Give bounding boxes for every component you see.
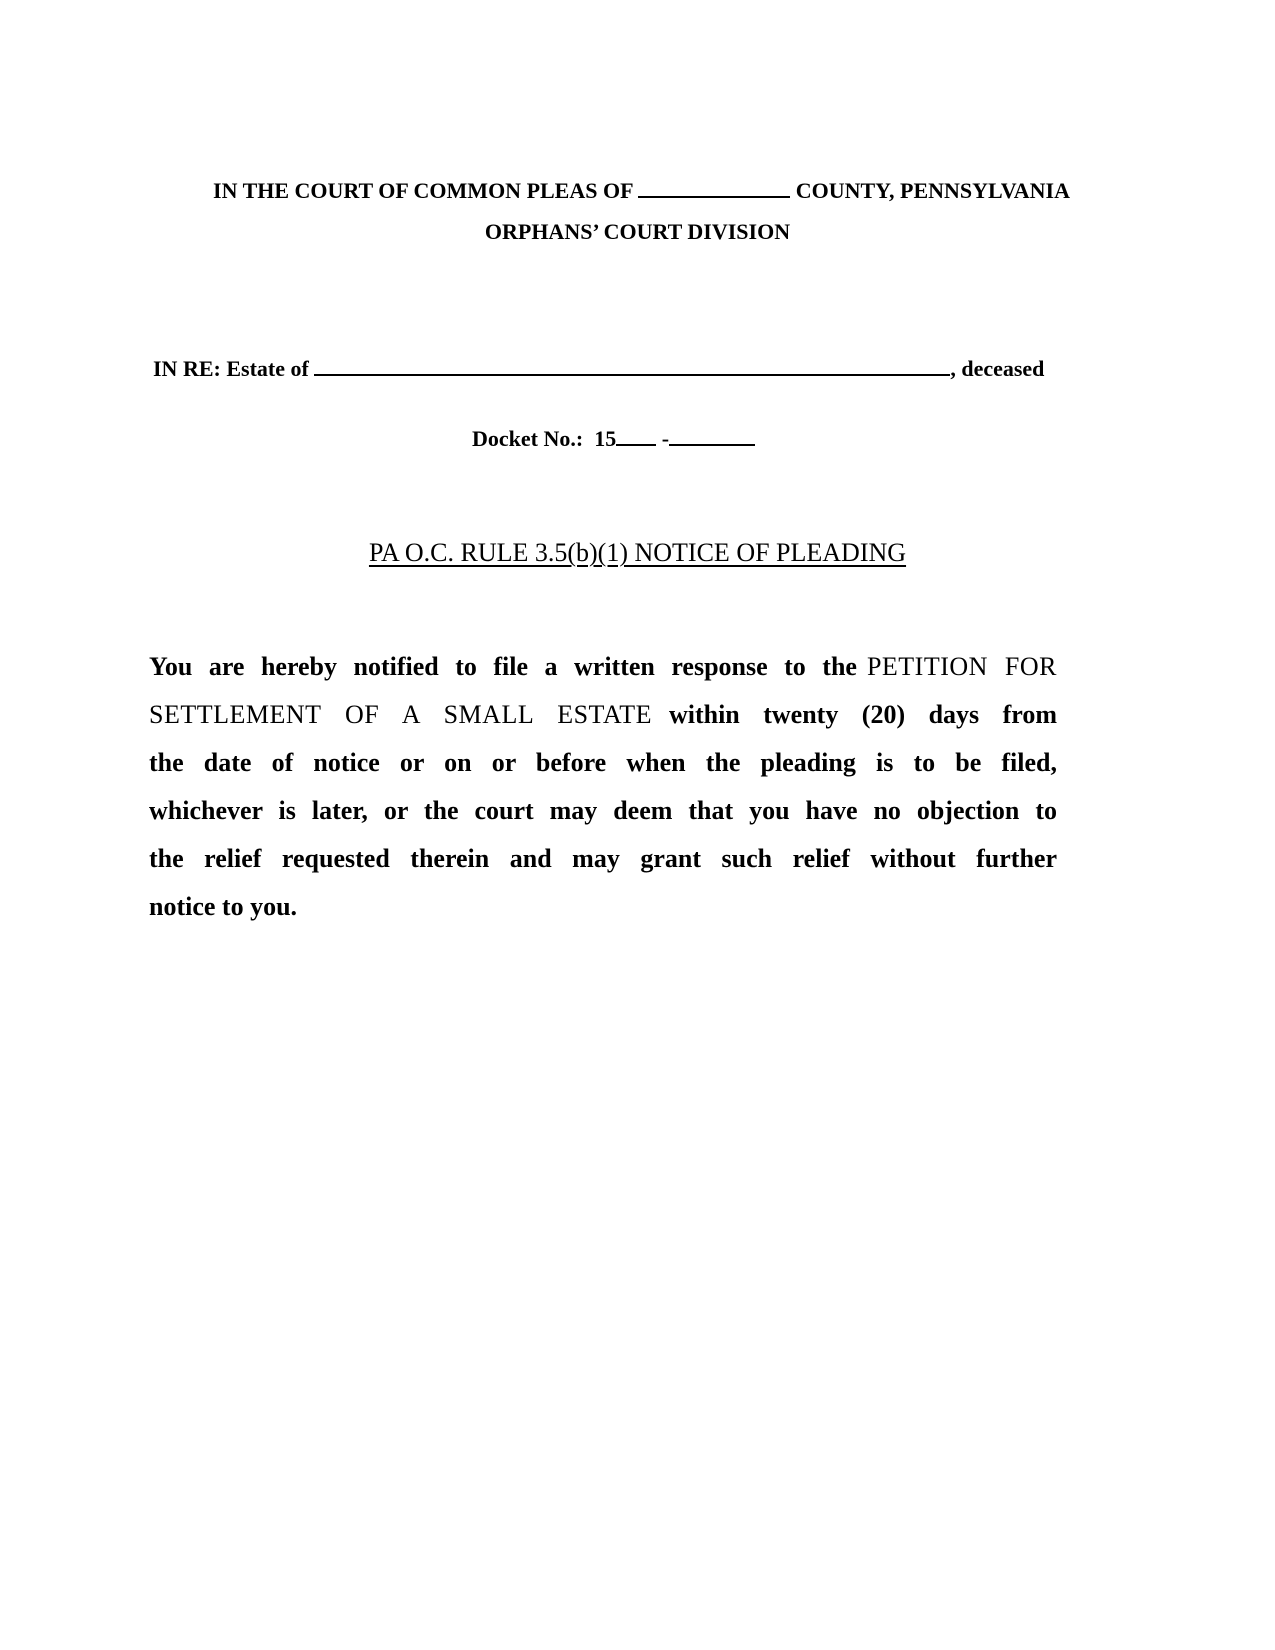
court-heading-suffix: COUNTY, PENNSYLVANIA xyxy=(795,178,1070,203)
estate-suffix: , deceased xyxy=(950,356,1045,381)
county-blank xyxy=(638,178,790,198)
estate-prefix: IN RE: Estate of xyxy=(153,356,309,381)
body-line xyxy=(149,796,1057,826)
docket-year-blank xyxy=(616,426,656,446)
docket-separator: - xyxy=(661,426,670,451)
body-text: the date of notice or on or before when the pleading is to be filed, xyxy=(149,748,1057,777)
body-text: the relief requested therein and may grant such relief without further xyxy=(149,844,1057,873)
docket-label: Docket No.: xyxy=(472,426,584,451)
body-line xyxy=(149,652,1057,682)
body-line xyxy=(149,892,1057,922)
docket-prefix: 15 xyxy=(594,426,617,451)
docket-sequence-blank xyxy=(669,426,755,446)
decedent-name-blank xyxy=(314,356,950,376)
notice-title xyxy=(0,538,1275,568)
petition-title-part: SETTLEMENT OF A SMALL ESTATE xyxy=(149,700,653,729)
body-text: notice to you. xyxy=(149,892,298,921)
body-line xyxy=(149,844,1057,874)
division-heading: ORPHANS’ COURT DIVISION xyxy=(484,219,791,244)
body-text: You are hereby notified to file a written response to the xyxy=(149,652,857,681)
notice-title-text: PA O.C. RULE 3.5(b)(1) NOTICE OF PLEADING xyxy=(368,538,907,567)
petition-title-part: PETITION FOR xyxy=(866,652,1057,681)
docket-number xyxy=(472,426,755,452)
court-heading xyxy=(0,178,1275,204)
estate-caption xyxy=(153,356,1044,382)
court-heading-prefix: IN THE COURT OF COMMON PLEAS OF xyxy=(213,178,633,203)
body-line xyxy=(149,700,1057,730)
body-text: whichever is later, or the court may deem that you have no objection to xyxy=(149,796,1057,825)
body-line xyxy=(149,748,1057,778)
body-text: within twenty (20) days from xyxy=(668,700,1057,729)
